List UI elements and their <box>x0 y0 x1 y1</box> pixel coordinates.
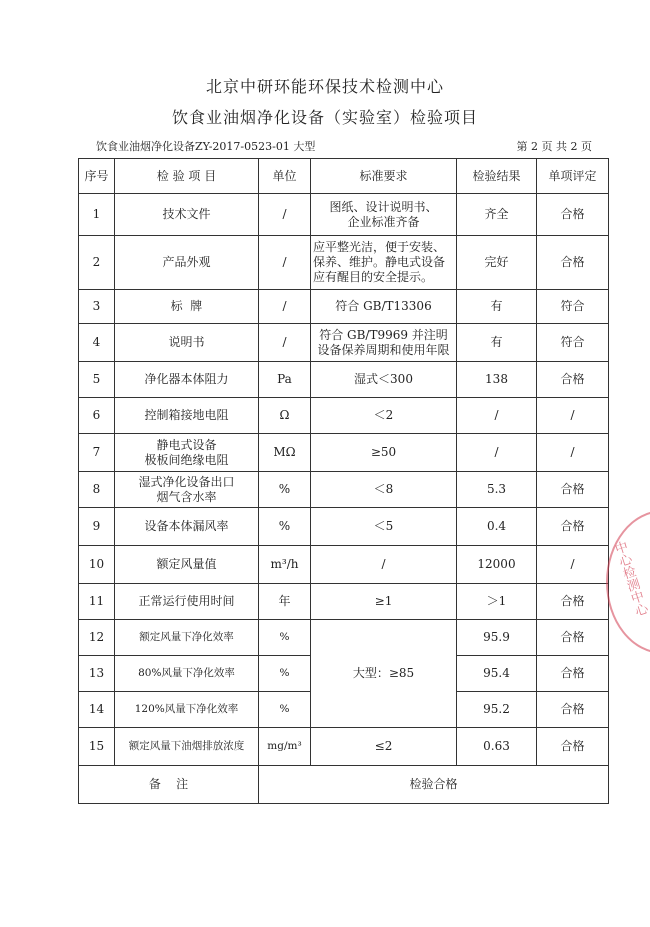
cell-unit: % <box>259 472 311 508</box>
cell-unit: % <box>259 656 311 692</box>
cell-item: 额定风量下净化效率 <box>115 620 259 656</box>
cell-verdict: 合格 <box>537 236 609 290</box>
cell-no: 5 <box>79 362 115 398</box>
cell-requirement: ＜5 <box>311 508 457 546</box>
cell-no: 10 <box>79 546 115 584</box>
table-row <box>79 584 609 620</box>
table-row <box>79 546 609 584</box>
page-number: 第 2 页 共 2 页 <box>516 140 592 153</box>
cell-verdict: 合格 <box>537 584 609 620</box>
cell-no: 1 <box>79 194 115 236</box>
cell-result: / <box>457 398 537 434</box>
cell-result: 95.9 <box>457 620 537 656</box>
remark-row <box>79 766 609 804</box>
cell-item: 净化器本体阻力 <box>115 362 259 398</box>
table-row <box>79 236 609 290</box>
cell-no: 15 <box>79 728 115 766</box>
cell-verdict: 合格 <box>537 620 609 656</box>
cell-verdict: 合格 <box>537 728 609 766</box>
cell-no: 14 <box>79 692 115 728</box>
cell-no: 4 <box>79 324 115 362</box>
table-row <box>79 434 609 472</box>
cell-requirement: 图纸、设计说明书、 企业标准齐备 <box>311 194 457 236</box>
table-row <box>79 324 609 362</box>
cell-requirement: 符合 GB/T9969 并注明 设备保养周期和使用年限 <box>311 324 457 362</box>
cell-result: 0.4 <box>457 508 537 546</box>
cell-unit: Ω <box>259 398 311 434</box>
cell-unit: mg/m³ <box>259 728 311 766</box>
cell-verdict: 合格 <box>537 194 609 236</box>
header-no: 序号 <box>79 159 115 194</box>
cell-unit: / <box>259 194 311 236</box>
cell-item: 标 牌 <box>115 290 259 324</box>
cell-requirement: 湿式＜300 <box>311 362 457 398</box>
cell-verdict: / <box>537 546 609 584</box>
cell-requirement: 大型：≥85 <box>311 620 457 728</box>
cell-no: 8 <box>79 472 115 508</box>
official-seal-text: 中心检测中心 <box>610 539 649 619</box>
cell-no: 9 <box>79 508 115 546</box>
cell-requirement: ≥1 <box>311 584 457 620</box>
cell-item: 额定风量下油烟排放浓度 <box>115 728 259 766</box>
cell-unit: m³/h <box>259 546 311 584</box>
cell-requirement: 符合 GB/T13306 <box>311 290 457 324</box>
cell-verdict: / <box>537 434 609 472</box>
cell-no: 6 <box>79 398 115 434</box>
cell-unit: % <box>259 692 311 728</box>
cell-result: ＞1 <box>457 584 537 620</box>
cell-item: 设备本体漏风率 <box>115 508 259 546</box>
table-row <box>79 508 609 546</box>
table-header-row <box>79 159 609 194</box>
table-row <box>79 620 609 656</box>
cell-no: 11 <box>79 584 115 620</box>
org-title: 北京中研环能环保技术检测中心 <box>205 77 444 96</box>
cell-unit: 年 <box>259 584 311 620</box>
header-item: 检 验 项 目 <box>115 159 259 194</box>
cell-requirement: ＜2 <box>311 398 457 434</box>
cell-unit: MΩ <box>259 434 311 472</box>
cell-requirement: ≤2 <box>311 728 457 766</box>
cell-result: / <box>457 434 537 472</box>
cell-unit: % <box>259 620 311 656</box>
cell-result: 齐全 <box>457 194 537 236</box>
cell-result: 有 <box>457 324 537 362</box>
cell-result: 95.4 <box>457 656 537 692</box>
cell-item: 产品外观 <box>115 236 259 290</box>
cell-item: 120%风量下净化效率 <box>115 692 259 728</box>
cell-unit: Pa <box>259 362 311 398</box>
table-row <box>79 362 609 398</box>
cell-result: 95.2 <box>457 692 537 728</box>
cell-no: 2 <box>79 236 115 290</box>
cell-verdict: / <box>537 398 609 434</box>
cell-requirement: ≥50 <box>311 434 457 472</box>
cell-result: 完好 <box>457 236 537 290</box>
table-row <box>79 398 609 434</box>
cell-item: 80%风量下净化效率 <box>115 656 259 692</box>
cell-no: 12 <box>79 620 115 656</box>
remark-label: 备 注 <box>79 766 259 804</box>
table-row <box>79 728 609 766</box>
cell-unit: / <box>259 324 311 362</box>
cell-result: 0.63 <box>457 728 537 766</box>
cell-item: 静电式设备 极板间绝缘电阻 <box>115 434 259 472</box>
cell-verdict: 合格 <box>537 508 609 546</box>
table-row <box>79 290 609 324</box>
cell-verdict: 合格 <box>537 656 609 692</box>
header-unit: 单位 <box>259 159 311 194</box>
cell-requirement: ＜8 <box>311 472 457 508</box>
document-title: 饮食业油烟净化设备（实验室）检验项目 <box>171 108 478 127</box>
cell-requirement: 应平整光洁，便于安装、保养、维护。静电式设备应有醒目的安全提示。 <box>311 236 457 290</box>
cell-item: 技术文件 <box>115 194 259 236</box>
cell-result: 12000 <box>457 546 537 584</box>
cell-requirement: / <box>311 546 457 584</box>
table-row <box>79 194 609 236</box>
cell-item: 说明书 <box>115 324 259 362</box>
cell-no: 3 <box>79 290 115 324</box>
remark-value: 检验合格 <box>259 766 609 804</box>
cell-result: 138 <box>457 362 537 398</box>
header-result: 检验结果 <box>457 159 537 194</box>
cell-verdict: 合格 <box>537 362 609 398</box>
cell-no: 7 <box>79 434 115 472</box>
cell-item: 正常运行使用时间 <box>115 584 259 620</box>
cell-item: 额定风量值 <box>115 546 259 584</box>
cell-unit: / <box>259 290 311 324</box>
table-row <box>79 472 609 508</box>
cell-result: 有 <box>457 290 537 324</box>
document-id: 饮食业油烟净化设备ZY-2017-0523-01 大型 <box>96 140 316 153</box>
cell-verdict: 符合 <box>537 290 609 324</box>
cell-unit: % <box>259 508 311 546</box>
cell-verdict: 符合 <box>537 324 609 362</box>
cell-item: 湿式净化设备出口 烟气含水率 <box>115 472 259 508</box>
cell-verdict: 合格 <box>537 472 609 508</box>
cell-item: 控制箱接地电阻 <box>115 398 259 434</box>
cell-unit: / <box>259 236 311 290</box>
header-requirement: 标准要求 <box>311 159 457 194</box>
cell-verdict: 合格 <box>537 692 609 728</box>
header-verdict: 单项评定 <box>537 159 609 194</box>
inspection-table <box>78 158 609 804</box>
cell-result: 5.3 <box>457 472 537 508</box>
cell-no: 13 <box>79 656 115 692</box>
